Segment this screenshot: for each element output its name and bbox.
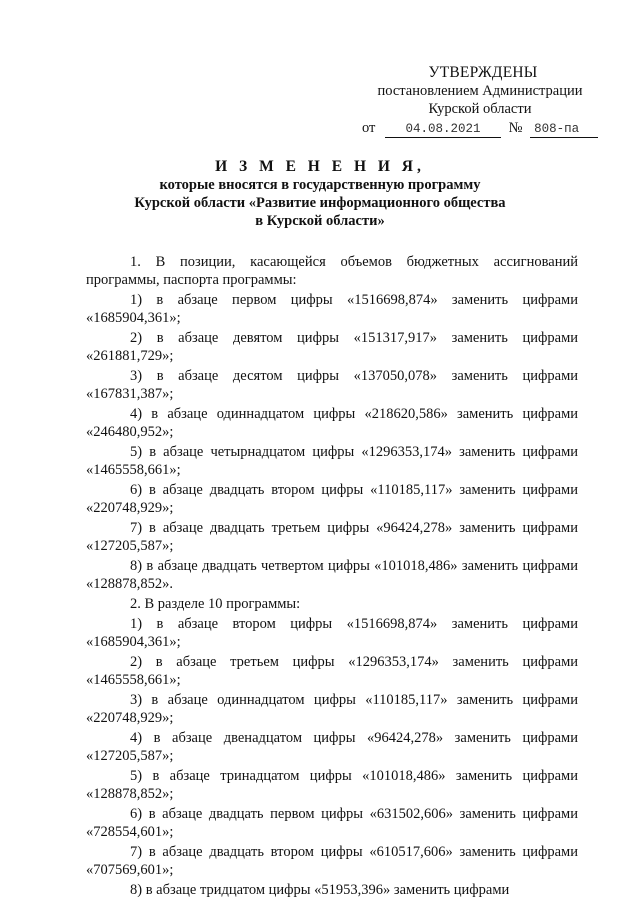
document-heading (60, 158, 580, 230)
section-1-item: 7) в абзаце двадцать третьем цифры «96424,278» заменить цифрами «127205,587»; (86, 520, 578, 554)
section-1-intro: 1. В позиции, касающейся объемов бюджетных ассигнований программы, паспорта программы: (86, 254, 578, 288)
document-body (86, 251, 578, 899)
heading-title: И З М Е Н Е Н И Я, (215, 158, 425, 175)
section-2-item: 1) в абзаце втором цифры «1516698,874» заменить цифрами «1685904,361»; (86, 616, 578, 650)
section-1-item: 2) в абзаце девятом цифры «151317,917» заменить цифрами «261881,729»; (86, 330, 578, 364)
section-1-item: 5) в абзаце четырнадцатом цифры «1296353,174» заменить цифрами «1465558,661»; (86, 444, 578, 478)
heading-line-3: в Курской области» (255, 213, 385, 229)
section-1-item: 3) в абзаце десятом цифры «137050,078» заменить цифрами «167831,387»; (86, 368, 578, 402)
approval-title: УТВЕРЖДЕНЫ (428, 64, 538, 81)
from-label: от (362, 120, 376, 136)
number-label: № (508, 120, 523, 136)
approval-dateline (362, 120, 592, 138)
section-2-item: 7) в абзаце двадцать втором цифры «610517,606» заменить цифрами «707569,601»; (86, 844, 578, 878)
approval-number: 808-па (530, 122, 598, 138)
section-2-item: 4) в абзаце двенадцатом цифры «96424,278» заменить цифрами «127205,587»; (86, 730, 578, 764)
section-1-item: 8) в абзаце двадцать четвертом цифры «101018,486» заменить цифрами «128878,852». (86, 558, 578, 592)
section-1-item: 1) в абзаце первом цифры «1516698,874» заменить цифрами «1685904,361»; (86, 292, 578, 326)
section-2-item: 5) в абзаце тринадцатом цифры «101018,486» заменить цифрами «128878,852»; (86, 768, 578, 802)
section-1-item: 6) в абзаце двадцать втором цифры «110185,117» заменить цифрами «220748,929»; (86, 482, 578, 516)
heading-line-1: которые вносятся в государственную программу (159, 177, 481, 193)
approval-block (360, 64, 600, 118)
section-2-item: 3) в абзаце одиннадцатом цифры «110185,117» заменить цифрами «220748,929»; (86, 692, 578, 726)
section-2-item: 8) в абзаце тридцатом цифры «51953,396» заменить цифрами (130, 882, 510, 898)
section-2-intro: 2. В разделе 10 программы: (130, 596, 301, 612)
heading-line-2: Курской области «Развитие информационного общества (134, 195, 506, 211)
section-1-item: 4) в абзаце одиннадцатом цифры «218620,586» заменить цифрами «246480,952»; (86, 406, 578, 440)
section-2-item: 2) в абзаце третьем цифры «1296353,174» заменить цифрами «1465558,661»; (86, 654, 578, 688)
approval-line-2: Курской области (428, 101, 532, 117)
section-2-item: 6) в абзаце двадцать первом цифры «631502,606» заменить цифрами «728554,601»; (86, 806, 578, 840)
approval-line-1: постановлением Администрации (377, 83, 583, 99)
approval-date: 04.08.2021 (385, 122, 501, 138)
